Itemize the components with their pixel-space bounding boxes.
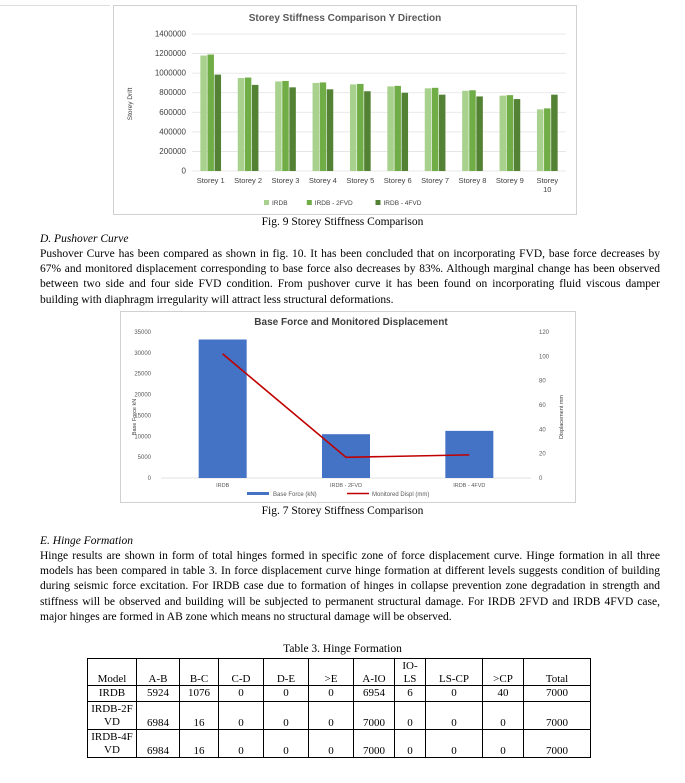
fig7-y2tick-label: 60 [539, 403, 546, 409]
fig7-ytick-label: 10000 [134, 434, 151, 441]
th-io-ls: IO-LS [395, 659, 426, 686]
fig9-ytick-label: 1200000 [154, 49, 186, 59]
fig7-ytick-label: 20000 [134, 392, 151, 399]
fig9-bar [439, 95, 446, 171]
fig9-bar [394, 86, 401, 171]
section-d-paragraph: Pushover Curve has been compared as shown in fig. 10. It has been concluded that on incorporating FVD, base force decreases by 67% and monitored displacement corresponding to base force also decreases by 83%. Although marginal change has been observed between two side and four side FVD condition. From pushover curve it has been found on incorporating fluid viscous damper building with diaphragm irregularity will attract less structural deformations. [40, 248, 660, 306]
fig9-category-label: Storey 5 [346, 176, 375, 185]
fig9-category-label: Storey 10 [536, 176, 559, 194]
fig9-bar [507, 95, 514, 171]
cell: 0 [483, 702, 524, 730]
fig9-bar [327, 89, 334, 171]
fig9-legend-label: IRDB [272, 200, 288, 207]
table3-caption: Table 3. Hinge Formation [283, 643, 402, 655]
fig9-bar [207, 55, 214, 171]
section-e-heading: E. Hinge Formation [40, 535, 133, 547]
fig7-y2tick-label: 40 [539, 427, 546, 434]
fig9-ytick-label: 1400000 [154, 29, 186, 39]
cell: 40 [483, 686, 524, 702]
th-b-c: B-C [180, 659, 219, 686]
fig7-legend-label: Monitored Displ (mm) [372, 492, 430, 498]
fig9-legend-swatch [307, 200, 312, 205]
cell: 6984 [137, 730, 180, 758]
fig9-category-label: Storey 1 [196, 176, 225, 185]
fig9-ytick-label: 800000 [159, 88, 186, 98]
fig7-chart [120, 311, 576, 503]
th-a-io: A-IO [354, 659, 395, 686]
fig7-legend-label: Base Force (kN) [273, 492, 317, 498]
page-top-fragment [0, 0, 110, 6]
cell: 7000 [354, 730, 395, 758]
fig9-chart [113, 5, 577, 215]
cell: 0 [309, 686, 354, 702]
cell: 0 [264, 730, 309, 758]
cell: 0 [483, 730, 524, 758]
cell: 0 [264, 702, 309, 730]
fig7-category-label: IRDB [216, 483, 230, 489]
fig7-ytick-label: 5000 [137, 455, 151, 462]
fig9-bar [544, 108, 551, 171]
fig9-bar [289, 87, 296, 171]
fig7-category-label: IRDB - 4FVD [453, 483, 486, 489]
fig9-ytick-label: 400000 [159, 127, 186, 137]
fig9-bar [500, 96, 507, 171]
fig9-bar [551, 95, 558, 171]
fig7-ylabel: Base Force kN [132, 398, 138, 436]
fig9-legend-swatch [264, 200, 269, 205]
hinge-table [87, 658, 591, 758]
fig9-category-label: Storey 7 [421, 176, 450, 185]
fig7-y2tick-label: 0 [539, 476, 543, 482]
table-row [88, 730, 591, 758]
th-d-e: D-E [264, 659, 309, 686]
cell: 7000 [354, 702, 395, 730]
table-header-row [88, 659, 591, 686]
fig9-ytick-label: 1000000 [154, 68, 186, 78]
th-a-b: A-B [137, 659, 180, 686]
fig7-legend-swatch-bar [247, 492, 269, 495]
fig7-y2tick-label: 120 [539, 330, 550, 336]
cell: 16 [180, 702, 219, 730]
fig9-category-label: Storey 8 [458, 176, 487, 185]
fig9-legend-label: IRDB - 4FVD [383, 200, 422, 207]
fig9-title: Storey Stiffness Comparison Y Direction [248, 13, 442, 24]
cell: 0 [395, 730, 426, 758]
section-d-heading: D. Pushover Curve [40, 233, 129, 245]
fig9-bar [200, 56, 207, 171]
cell: 0 [219, 702, 264, 730]
fig9-ytick-label: 600000 [159, 107, 186, 117]
fig7-ytick-label: 25000 [134, 371, 151, 378]
fig9-bar [357, 84, 364, 171]
fig9-bar [402, 93, 409, 171]
fig7-category-label: IRDB - 2FVD [329, 483, 363, 489]
fig7-title: Base Force and Monitored Displacement [254, 317, 448, 328]
th-c-d: C-D [219, 659, 264, 686]
fig9-category-label: Storey 9 [495, 176, 524, 185]
fig7-y2label: Displacement mm [559, 394, 565, 440]
fig9-svg [114, 6, 576, 214]
fig9-bar [514, 99, 521, 171]
fig9-category-label: Storey 6 [383, 176, 412, 185]
cell: 0 [426, 730, 483, 758]
fig7-y2tick-label: 80 [539, 378, 546, 385]
fig9-bar [320, 82, 327, 171]
fig9-bar [462, 91, 469, 171]
fig9-bar [537, 109, 544, 171]
cell: 6954 [354, 686, 395, 702]
fig7-y2tick-label: 100 [539, 354, 550, 361]
fig9-ytick-label: 200000 [159, 146, 186, 156]
fig9-bar [275, 81, 282, 171]
fig9-bar [364, 91, 371, 171]
cell: 7000 [524, 686, 591, 702]
fig9-bar [282, 81, 289, 171]
fig7-y2tick-label: 20 [539, 451, 546, 458]
fig7-caption: Fig. 7 Storey Stiffness Comparison [261, 505, 424, 517]
cell: 0 [309, 730, 354, 758]
fig7-ytick-label: 15000 [134, 413, 151, 420]
fig9-bar [313, 83, 320, 171]
cell: 0 [264, 686, 309, 702]
fig9-bar [252, 85, 259, 171]
fig9-bar [425, 88, 432, 171]
cell: 0 [219, 686, 264, 702]
fig9-bar [387, 86, 394, 171]
cell-model: IRDB-2FVD [88, 702, 137, 730]
th-gt-e: >E [309, 659, 354, 686]
cell: 0 [219, 730, 264, 758]
cell: 16 [180, 730, 219, 758]
cell: 1076 [180, 686, 219, 702]
cell: 6984 [137, 702, 180, 730]
cell: 0 [426, 686, 483, 702]
fig9-bar [215, 75, 222, 171]
th-gt-cp: >CP [483, 659, 524, 686]
cell: 7000 [524, 730, 591, 758]
fig9-category-label: Storey 4 [308, 176, 337, 185]
cell: 5924 [137, 686, 180, 702]
cell: 0 [309, 702, 354, 730]
th-ls-cp: LS-CP [426, 659, 483, 686]
fig9-bar [245, 78, 252, 171]
table-row [88, 702, 591, 730]
fig9-legend-swatch [376, 200, 381, 205]
fig7-bar [199, 340, 247, 478]
fig7-ytick-label: 30000 [134, 350, 151, 357]
cell: 0 [395, 702, 426, 730]
fig9-ytick-label: 0 [181, 166, 186, 176]
fig7-svg [121, 312, 575, 502]
cell-model: IRDB [88, 686, 137, 702]
fig9-caption: Fig. 9 Storey Stiffness Comparison [261, 216, 424, 228]
fig9-legend-label: IRDB - 2FVD [314, 200, 353, 207]
fig9-bar [432, 88, 439, 171]
fig9-category-label: Storey 2 [234, 176, 263, 185]
fig9-category-label: Storey 3 [271, 176, 300, 185]
cell: 7000 [524, 702, 591, 730]
table-row [88, 686, 591, 702]
th-total: Total [524, 659, 591, 686]
cell-model: IRDB-4FVD [88, 730, 137, 758]
fig7-ytick-label: 0 [147, 476, 151, 482]
cell: 6 [395, 686, 426, 702]
fig9-bar [469, 90, 476, 171]
th-model: Model [88, 659, 137, 686]
fig9-bar [238, 78, 245, 171]
fig9-bar [476, 96, 483, 171]
cell: 0 [426, 702, 483, 730]
section-e-paragraph: Hinge results are shown in form of total hinges formed in specific zone of force displacement curve. Hinge formation in all three models has been compared in table 3. In force displacement curve hinge formation at different levels suggests condition of building during seismic force excitation. For IRDB case due to formation of hinges in collapse prevention zone degradation in strength and stiffness will be observed and building will be subjected to permanent structural damage. For IRDB 2FVD and IRDB 4FVD case, major hinges are formed in AB zone which means no structural damage will be observed. [40, 550, 660, 623]
fig9-bar [350, 84, 357, 171]
fig7-ytick-label: 35000 [134, 330, 151, 336]
fig7-bar [322, 434, 370, 478]
fig9-ylabel: Storey Drift [127, 87, 134, 121]
